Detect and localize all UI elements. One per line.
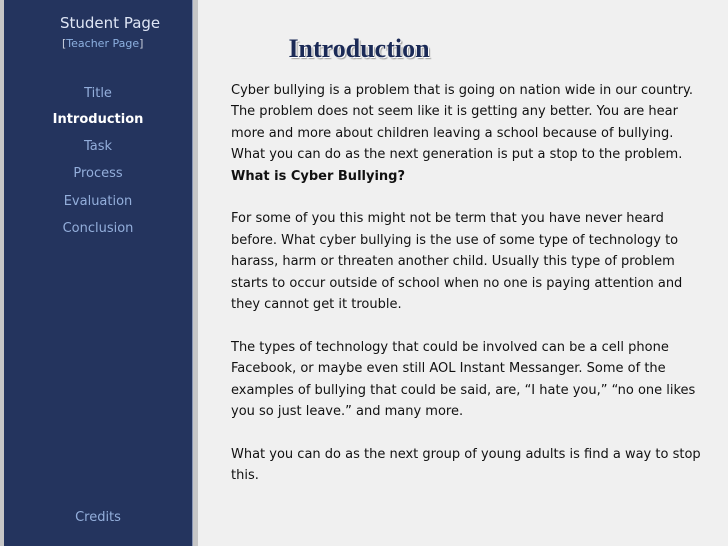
spacer bbox=[231, 422, 701, 443]
teacher-page-link-wrapper bbox=[62, 37, 143, 50]
nav-process[interactable]: Process bbox=[73, 166, 123, 181]
intro-paragraph: Cyber bullying is a problem that is going on nation wide in our country. The problem does not seem like it is getting any better. You are hear more and more about children leaving a school because of bullying. What you can do as the next generation is put a stop to the problem. bbox=[231, 83, 694, 163]
nav-credits[interactable]: Credits bbox=[75, 510, 121, 525]
spacer bbox=[231, 187, 701, 208]
closing-paragraph: What you can do as the next group of young adults is find a way to stop this. bbox=[231, 446, 701, 484]
nav-task[interactable]: Task bbox=[83, 139, 113, 154]
sidebar bbox=[4, 0, 193, 546]
nav-evaluation[interactable]: Evaluation bbox=[63, 194, 133, 209]
teacher-page-link[interactable]: Teacher Page bbox=[66, 37, 140, 50]
sidebar-frame bbox=[0, 0, 198, 546]
nav-title[interactable]: Title bbox=[84, 86, 112, 101]
page-title: Introduction bbox=[288, 34, 430, 63]
bracket-close: ] bbox=[139, 37, 144, 50]
student-page-title: Student Page bbox=[60, 14, 161, 32]
nav-introduction: Introduction bbox=[52, 112, 144, 127]
technology-paragraph: The types of technology that could be involved can be a cell phone Facebook, or maybe even still AOL Instant Messanger. Some of the examples of bullying that could be said, are, “I hate you,” “no one likes you so just leave.” and many more. bbox=[231, 339, 696, 420]
definition-paragraph: For some of you this might not be term that you have never heard before. What cyber bullying is the use of some type of technology to harass, harm or threaten another child. Usually this type of problem starts to occur outside of school when no one is paying attention and they cannot get it trouble. bbox=[231, 211, 683, 313]
nav-conclusion[interactable]: Conclusion bbox=[62, 221, 134, 236]
content bbox=[231, 80, 701, 487]
spacer bbox=[231, 315, 701, 336]
question-heading: What is Cyber Bullying? bbox=[231, 168, 406, 184]
bracket-open: [ bbox=[62, 37, 67, 50]
